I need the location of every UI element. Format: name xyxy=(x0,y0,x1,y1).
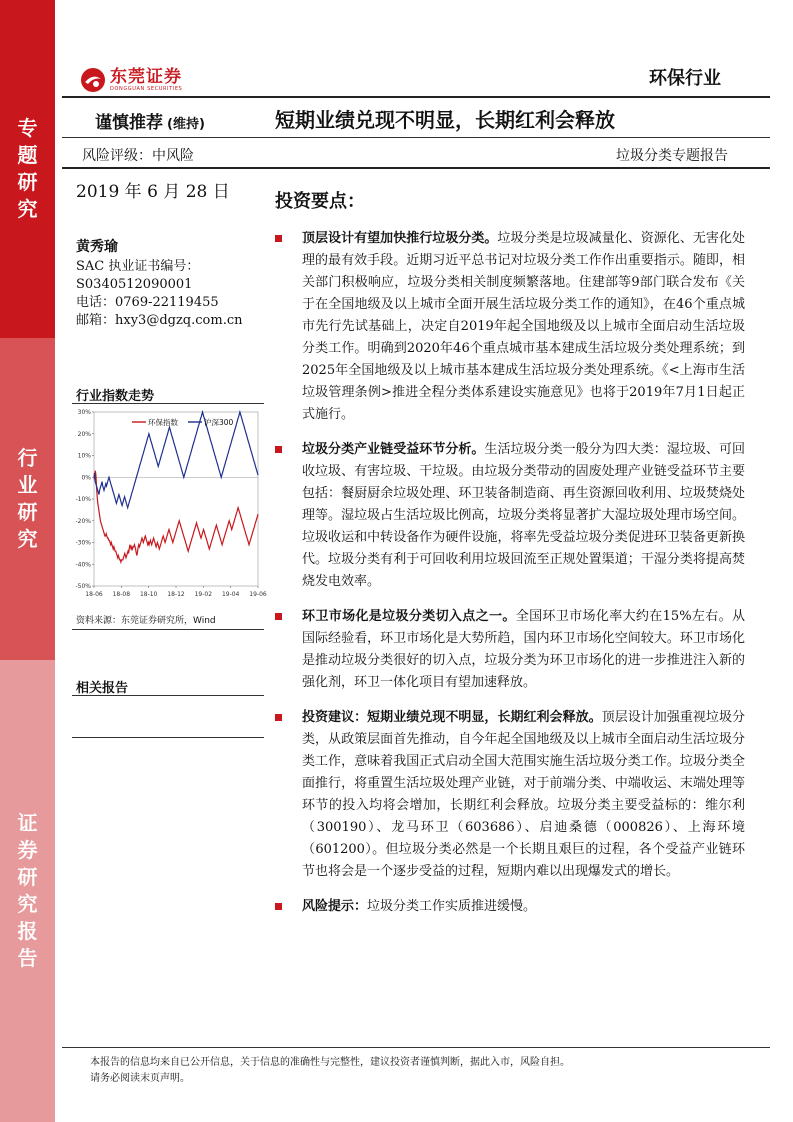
point-title: 顶层设计有望加快推行垃圾分类。 xyxy=(302,231,498,246)
y-tick-label: -30% xyxy=(75,539,91,547)
bullet-square-icon xyxy=(275,613,282,620)
y-tick-label: 20% xyxy=(77,430,91,438)
rating-value: 谨慎推荐 xyxy=(95,113,163,133)
index-chart xyxy=(72,404,267,604)
sidebar-char: 研 xyxy=(17,500,38,524)
investment-points-list xyxy=(275,228,745,931)
analyst-phone: 电话：0769-22119455 xyxy=(76,295,219,310)
point-text: 垃圾分类工作实质推进缓慢。 xyxy=(367,899,537,914)
bullet-square-icon xyxy=(275,714,282,721)
index-chart-svg xyxy=(72,404,267,604)
investment-points-heading: 投资要点： xyxy=(275,191,365,212)
bullet-square-icon xyxy=(275,903,282,910)
subheader-divider xyxy=(62,167,770,169)
sidebar-block-topic-research xyxy=(0,0,55,338)
company-logo xyxy=(80,62,210,98)
related-reports-heading: 相关报告 xyxy=(76,681,129,696)
point-text: 垃圾分类是垃圾减量化、资源化、无害化处理的最有效手段。近期习近平总书记对垃圾分类工作作出重要指示。随即，相关部门积极响应，垃圾分类相关制度频繁落地。住建部等9部门联合发布《关于在全国地级及以上城市全面开展生活垃圾分类工作的通知》，在46个重点城市先行先试基础上，决定自2019年起全国地级及以上城市全面启动生活垃圾分类工作。明确到2020年46个重点城市基本建成生活垃圾分类处理系统；到2025年全国地级及以上城市基本建成生活垃圾分类处理系统。《<上海市生活垃圾管理条例>推进全程分类体系建设实施意见》也将于2019年7月1日起正式施行。 xyxy=(302,231,745,422)
point-title: 环卫市场化是垃圾分类切入点之一。 xyxy=(302,609,516,624)
x-tick-label: 19-06 xyxy=(249,591,267,598)
sidebar-char: 究 xyxy=(17,527,38,551)
risk-rating: 风险评级：中风险 xyxy=(82,148,194,164)
sidebar-char: 告 xyxy=(17,946,38,970)
title-divider xyxy=(62,137,770,138)
point-title: 风险提示： xyxy=(302,899,368,914)
y-tick-label: -10% xyxy=(75,496,91,503)
disclaimer-line-1: 本报告的信息均来自已公开信息，关于信息的准确性与完整性，建议投资者谨慎判断，据此入市，风险自担。 xyxy=(90,1057,570,1068)
sidebar-char: 报 xyxy=(17,919,38,943)
x-tick-label: 18-10 xyxy=(139,591,158,598)
analyst-email[interactable]: 邮箱：hxy3@dgzq.com.cn xyxy=(76,313,243,328)
y-tick-label: -50% xyxy=(75,583,91,590)
header-divider xyxy=(62,96,770,98)
legend-label: 沪深300 xyxy=(204,418,234,427)
chart-bottom-rule xyxy=(72,629,264,630)
sidebar-block-securities-report xyxy=(0,660,55,1122)
rating-note: (维持) xyxy=(167,117,205,132)
sidebar-block-industry-research xyxy=(0,338,55,660)
bullet-square-icon xyxy=(275,235,282,242)
sidebar-char: 证 xyxy=(17,811,38,835)
analyst-name: 黄秀瑜 xyxy=(76,239,118,255)
y-tick-label: -40% xyxy=(75,561,91,569)
y-tick-label: 0% xyxy=(81,474,91,482)
sidebar-char: 券 xyxy=(17,838,38,862)
point-title: 投资建议：短期业绩兑现不明显，长期红利会释放。 xyxy=(302,710,602,725)
sidebar-char: 研 xyxy=(17,865,38,889)
point-title: 垃圾分类产业链受益环节分析。 xyxy=(302,442,485,457)
rating xyxy=(95,108,205,133)
disclaimer-line-2: 请务必阅读末页声明。 xyxy=(90,1073,190,1084)
sidebar-char: 题 xyxy=(17,143,38,167)
report-date: 2019 年 6 月 28 日 xyxy=(76,182,230,202)
chart-title: 行业指数走势 xyxy=(76,389,155,404)
industry-label: 环保行业 xyxy=(649,68,721,89)
logo-mark-icon xyxy=(80,67,106,93)
sidebar-char: 业 xyxy=(17,473,38,497)
x-tick-label: 18-12 xyxy=(167,591,185,598)
related-rule-bottom xyxy=(72,737,264,738)
x-tick-label: 18-06 xyxy=(85,591,103,598)
sac-number: S0340512090001 xyxy=(76,277,193,292)
legend-label: 环保指数 xyxy=(148,418,178,427)
list-item xyxy=(275,707,745,883)
report-type: 垃圾分类专题报告 xyxy=(616,148,728,164)
list-item xyxy=(275,228,745,426)
sac-label: SAC 执业证书编号： xyxy=(76,259,200,274)
list-item xyxy=(275,439,745,593)
list-item xyxy=(275,896,745,918)
disclaimer xyxy=(90,1055,570,1087)
list-item xyxy=(275,606,745,694)
point-text: 全国环卫市场化率大约在15%左右。从国际经验看，环卫市场化是大势所趋，国内环卫市场化空间较大。环卫市场化是推动垃圾分类很好的切入点，垃圾分类为环卫市场化的进一步推进注入新的强化剂，环卫一体化项目有望加速释放。 xyxy=(302,609,745,690)
x-tick-label: 18-08 xyxy=(112,591,131,598)
footer-divider xyxy=(62,1047,770,1048)
x-tick-label: 19-02 xyxy=(194,591,213,598)
sidebar-char: 究 xyxy=(17,892,38,916)
y-tick-label: -20% xyxy=(75,517,91,525)
series-line-env-index xyxy=(94,471,258,562)
sidebar-char: 行 xyxy=(17,446,38,470)
point-text: 生活垃圾分类一般分为四大类：湿垃圾、可回收垃圾、有害垃圾、干垃圾。由垃圾分类带动的固废处理产业链受益环节主要包括：餐厨厨余垃圾处理、环卫装备制造商、再生资源回收利用、垃圾焚烧处理等。湿垃圾占生活垃圾比例高，垃圾分类将显著扩大湿垃圾处理市场空间。垃圾收运和中转设备作为硬件设施，将率先受益垃圾分类促进环卫装备更新换代。垃圾分类有利于可回收利用垃圾回流至正规处置渠道；干湿分类将提高焚烧发电效率。 xyxy=(302,442,745,589)
x-tick-label: 19-04 xyxy=(221,591,240,598)
analyst-info xyxy=(76,238,243,330)
sidebar-char: 专 xyxy=(17,116,38,140)
y-tick-label: 10% xyxy=(77,452,91,460)
logo-cn-text: 东莞证券 xyxy=(110,67,182,87)
logo-en-text: DONGGUAN SECURITIES xyxy=(110,86,183,92)
related-rule-top xyxy=(72,695,264,696)
sidebar-char: 研 xyxy=(17,170,38,194)
sidebar-char: 究 xyxy=(17,197,38,221)
page-title: 短期业绩兑现不明显，长期红利会释放 xyxy=(275,108,615,132)
plot-frame xyxy=(94,412,258,586)
sidebar xyxy=(0,0,55,1122)
point-text: 顶层设计加强重视垃圾分类，从政策层面首先推动，自今年起全国地级及以上城市全面启动生活垃圾分类工作，意味着我国正式启动全国大范围实施生活垃圾分类工作。垃圾分类全面推行，将重置生活垃圾处理产业链，对于前端分类、中端收运、末端处理等环节的投入均将会增加，长期红利会释放。垃圾分类主要受益标的：维尔利（300190）、龙马环卫（603686）、启迪桑德（000826）、上海环境（601200）。但垃圾分类必然是一个长期且艰巨的过程，各个受益产业链环节也将会是一个逐步受益的过程，短期内难以出现爆发式的增长。 xyxy=(302,710,745,879)
y-tick-label: 30% xyxy=(77,409,91,416)
chart-source: 资料来源：东莞证券研究所，Wind xyxy=(76,616,216,626)
bullet-square-icon xyxy=(275,446,282,453)
